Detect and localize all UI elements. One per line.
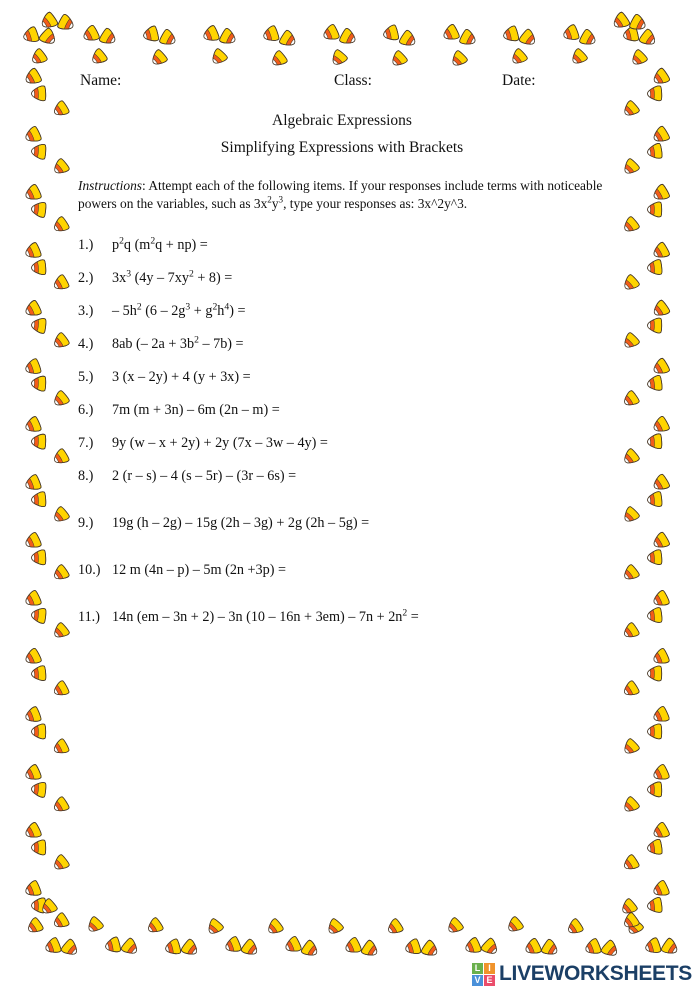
candy-corn-icon — [650, 647, 671, 669]
instructions-body-1: : Attempt each of the following items. If your responses include terms with noticeable powers on the variables, such as 3x — [78, 178, 603, 212]
candy-corn-icon — [620, 795, 641, 817]
candy-corn-icon — [398, 28, 420, 50]
candy-corn-icon — [22, 125, 43, 147]
candy-corn-icon — [50, 911, 71, 932]
candy-corn-icon — [141, 24, 160, 44]
date-label: Date: — [502, 72, 536, 89]
candy-corn-icon — [444, 916, 465, 938]
candy-corn-icon — [222, 935, 242, 956]
problem-expression: $p^2q$ $(m^2q + np)$ = — [112, 235, 208, 254]
candy-corn-icon — [22, 241, 42, 263]
candy-corn-icon — [261, 24, 281, 45]
candy-corn-icon — [620, 215, 641, 237]
brand-text: LIVEWORKSHEETS — [499, 962, 692, 985]
candy-corn-icon — [650, 763, 671, 785]
problem-item — [78, 515, 622, 532]
candy-corn-icon — [80, 24, 101, 46]
candy-corn-icon — [647, 201, 662, 218]
candy-corn-icon — [30, 780, 46, 798]
candy-corn-icon — [119, 936, 141, 959]
candy-corn-icon — [42, 936, 62, 957]
candy-corn-icon — [647, 317, 662, 334]
problem-item — [78, 562, 622, 579]
candy-corn-icon — [620, 273, 641, 295]
candy-corn-icon — [620, 157, 642, 178]
candy-corn-icon — [31, 375, 47, 392]
candy-corn-icon — [59, 937, 81, 960]
candy-corn-icon — [22, 821, 43, 843]
candy-corn-icon — [647, 665, 662, 682]
problem-item — [78, 270, 622, 287]
problem-number: 2.) — [78, 270, 94, 287]
live-logo-cell-v: V — [472, 975, 483, 986]
candy-corn-icon — [103, 935, 122, 955]
live-logo-grid — [472, 963, 495, 986]
candy-corn-icon — [22, 473, 42, 494]
candy-corn-icon — [158, 27, 179, 49]
candy-corn-icon — [621, 24, 640, 44]
candy-corn-icon — [599, 938, 621, 961]
candy-corn-icon — [328, 48, 350, 69]
problem-expression: $3x^3$ $(4y - 7xy^2 + 8)$ = — [112, 268, 233, 287]
candy-corn-icon — [37, 26, 60, 49]
candy-corn-icon — [31, 549, 47, 567]
candy-corn-icon — [384, 917, 405, 938]
candy-corn-icon — [31, 897, 46, 914]
problem-number: 4.) — [78, 336, 94, 353]
candy-corn-icon — [30, 316, 47, 334]
candy-corn-icon — [650, 182, 672, 204]
name-label: Name: — [80, 72, 122, 89]
candy-corn-icon — [21, 25, 41, 46]
student-info-row — [62, 72, 622, 98]
candy-corn-icon — [268, 49, 289, 71]
candy-corn-icon — [646, 258, 663, 277]
candy-corn-icon — [504, 915, 525, 937]
candy-corn-icon — [649, 298, 671, 321]
candy-corn-icon — [646, 142, 663, 161]
live-logo-cell-e: E — [484, 975, 495, 986]
candy-corn-icon — [458, 27, 479, 49]
candy-corn-icon — [204, 917, 226, 938]
candy-corn-icon — [650, 66, 672, 88]
candy-corn-icon — [646, 548, 662, 566]
candy-corn-icon — [208, 47, 230, 68]
candy-corn-icon — [646, 838, 663, 857]
candy-corn-icon — [98, 26, 120, 48]
candy-corn-icon — [564, 917, 585, 938]
candy-corn-icon — [30, 664, 46, 682]
candy-corn-icon — [23, 357, 43, 378]
candy-corn-icon — [360, 938, 382, 960]
candy-corn-icon — [620, 331, 641, 352]
problem-item — [78, 468, 622, 485]
candy-corn-icon — [22, 66, 43, 88]
problem-number: 6.) — [78, 402, 94, 419]
candy-corn-icon — [342, 936, 363, 958]
candy-corn-icon — [30, 491, 46, 509]
problem-item — [78, 402, 622, 419]
problem-expression: 2 (r – s) – 4 (s – 5r) – (3r – 6s) = — [112, 468, 297, 485]
live-logo-cell-l: L — [472, 963, 483, 974]
instructions-sup-2: 3 — [278, 194, 284, 205]
problem-list — [62, 237, 622, 626]
candy-corn-icon — [264, 917, 285, 939]
candy-corn-icon — [650, 705, 671, 727]
candy-corn-icon — [609, 10, 631, 33]
candy-corn-icon — [84, 915, 106, 936]
candy-corn-icon — [660, 936, 682, 958]
candy-corn-icon — [620, 737, 641, 759]
instructions-body-3: , type your responses as: 3x^2y^3. — [283, 196, 468, 212]
candy-corn-icon — [144, 916, 165, 937]
candy-corn-icon — [388, 49, 409, 71]
candy-corn-icon — [620, 911, 641, 932]
candy-corn-icon — [462, 936, 482, 958]
candy-corn-icon — [278, 28, 300, 50]
problem-expression: 3 (x – 2y) + 4 (y + 3x) = — [112, 369, 251, 386]
instructions-lead: Instructions — [78, 178, 142, 193]
candy-corn-icon — [179, 937, 201, 960]
candy-corn-icon — [163, 937, 182, 957]
problem-item — [78, 237, 622, 254]
candy-corn-icon — [37, 10, 59, 33]
candy-corn-icon — [646, 490, 663, 508]
candy-corn-icon — [620, 621, 641, 642]
problem-item — [78, 336, 622, 353]
candy-corn-icon — [620, 679, 641, 700]
candy-corn-icon — [448, 49, 470, 70]
candy-corn-icon — [647, 85, 663, 103]
candy-corn-icon — [643, 936, 663, 957]
candy-corn-icon — [650, 356, 672, 378]
candy-corn-icon — [30, 143, 46, 161]
candy-corn-icon — [338, 26, 359, 48]
candy-corn-icon — [22, 705, 42, 726]
candy-corn-icon — [647, 723, 662, 740]
instructions-text — [62, 177, 622, 213]
problem-number: 5.) — [78, 369, 94, 386]
candy-corn-icon — [22, 647, 43, 669]
candy-corn-icon — [560, 23, 580, 44]
problem-expression: 7m (m + 3n) – 6m (2n – m) = — [112, 402, 280, 419]
candy-corn-icon — [282, 935, 303, 957]
candy-corn-icon — [30, 200, 47, 218]
problem-number: 10.) — [78, 562, 101, 579]
candy-corn-icon — [24, 916, 45, 937]
candy-corn-icon — [628, 48, 649, 70]
candy-corn-icon — [650, 414, 671, 436]
live-logo-cell-i: I — [484, 963, 495, 974]
candy-corn-icon — [88, 47, 109, 69]
problem-number: 1.) — [78, 237, 94, 254]
candy-corn-icon — [22, 183, 43, 205]
candy-corn-icon — [646, 374, 663, 393]
candy-corn-icon — [624, 917, 646, 938]
candy-corn-icon — [22, 299, 43, 321]
candy-corn-icon — [22, 879, 42, 900]
problem-number: 8.) — [78, 468, 94, 485]
candy-corn-icon — [440, 23, 461, 45]
problem-expression: 19g (h – 2g) – 15g (2h – 3g) + 2g (2h – 5g) = — [112, 515, 370, 532]
candy-corn-icon — [479, 936, 502, 959]
candy-corn-icon — [540, 937, 562, 959]
page-title: Algebraic Expressions — [272, 112, 412, 129]
problem-expression: 8ab (– $2a + 3b^2 - 7b$) = — [112, 334, 244, 353]
candy-corn-icon — [646, 606, 663, 625]
candy-corn-icon — [31, 85, 47, 103]
candy-corn-icon — [403, 937, 423, 958]
problem-number: 3.) — [78, 303, 94, 320]
candy-corn-icon — [628, 12, 649, 34]
candy-corn-icon — [637, 27, 659, 50]
candy-corn-icon — [650, 879, 671, 901]
problem-expression: 14n (em – 3n + 2) – 3n $(10 - 16n + 3em) - 7n + 2n^2$ = — [112, 607, 419, 626]
candy-corn-icon — [650, 820, 671, 842]
problem-item — [78, 369, 622, 386]
candy-corn-icon — [647, 433, 663, 451]
instructions-body-2: y — [271, 196, 279, 212]
candy-corn-icon — [324, 917, 346, 938]
problem-number: 7.) — [78, 435, 94, 452]
candy-corn-icon — [618, 897, 639, 919]
problem-number: 9.) — [78, 515, 94, 532]
problem-item — [78, 609, 622, 626]
candy-corn-icon — [501, 24, 520, 44]
problem-expression: – $5h^2$ $(6 - 2g^3 + g^2h^4)$ = — [112, 301, 246, 320]
candy-corn-icon — [31, 723, 46, 740]
candy-corn-icon — [568, 47, 589, 69]
candy-corn-icon — [650, 589, 671, 611]
candy-corn-icon — [650, 472, 672, 494]
candy-corn-icon — [647, 781, 662, 798]
page-subtitle: Simplifying Expressions with Brackets — [220, 139, 464, 156]
candy-corn-icon — [299, 938, 321, 961]
candy-corn-icon — [381, 23, 400, 43]
candy-corn-icon — [522, 937, 543, 959]
candy-corn-icon — [650, 240, 671, 262]
candy-corn-icon — [419, 938, 441, 961]
candy-corn-icon — [22, 415, 43, 437]
candy-corn-icon — [578, 27, 599, 49]
problem-expression: 12 m (4n – p) – 5m (2n +3p) = — [112, 562, 287, 579]
candy-corn-icon — [620, 389, 641, 410]
candy-corn-icon — [56, 12, 77, 34]
candy-corn-icon — [31, 839, 46, 856]
candy-corn-icon — [200, 24, 220, 46]
candy-corn-icon — [620, 447, 641, 469]
candy-corn-icon — [38, 897, 59, 919]
candy-corn-icon — [22, 531, 43, 553]
candy-corn-icon — [650, 124, 672, 146]
candy-corn-icon — [30, 606, 47, 624]
candy-corn-icon — [239, 937, 261, 960]
candy-corn-icon — [508, 47, 529, 69]
candy-corn-icon — [31, 433, 46, 450]
candy-corn-icon — [620, 99, 641, 121]
candy-corn-icon — [620, 563, 641, 585]
candy-corn-icon — [650, 530, 672, 552]
candy-corn-icon — [218, 26, 239, 48]
candy-corn-icon — [148, 48, 169, 70]
class-label: Class: — [334, 72, 372, 89]
candy-corn-icon — [22, 763, 43, 785]
candy-corn-icon — [28, 47, 49, 68]
instructions-sup-1: 2 — [267, 194, 272, 205]
problem-number: 11.) — [78, 609, 100, 626]
candy-corn-icon — [517, 27, 539, 50]
candy-corn-icon — [30, 258, 46, 276]
problem-expression: 9y (w – x + 2y) + 2y (7x – 3w – 4y) = — [112, 435, 328, 452]
candy-corn-icon — [620, 853, 641, 874]
worksheet-content — [62, 72, 622, 892]
candy-corn-icon — [582, 937, 602, 958]
liveworksheets-logo[interactable] — [472, 962, 692, 986]
problem-item — [78, 435, 622, 452]
candy-corn-icon — [646, 896, 663, 915]
problem-item — [78, 303, 622, 320]
candy-corn-icon — [320, 23, 341, 45]
candy-corn-icon — [620, 505, 642, 526]
candy-corn-icon — [22, 589, 43, 611]
